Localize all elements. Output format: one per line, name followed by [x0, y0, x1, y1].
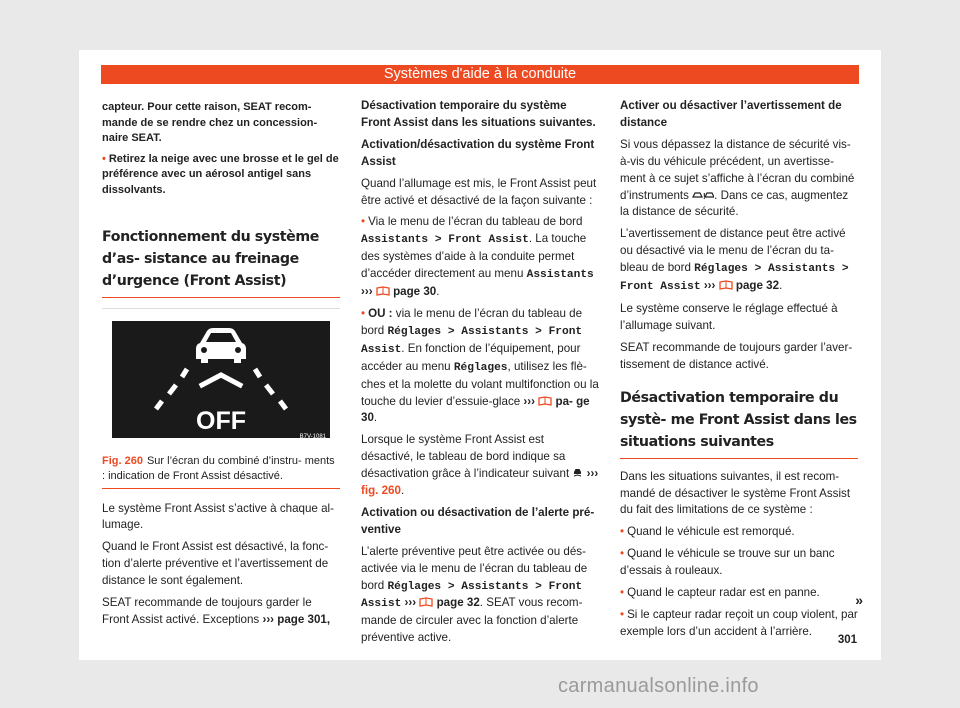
page-link-301[interactable]: ››› page 301	[262, 613, 327, 626]
bullet-dot: •	[361, 306, 366, 320]
page-link-30[interactable]: pa- ge 30	[361, 394, 590, 425]
page-link-32[interactable]: page 32	[436, 596, 480, 610]
list-item: • Si le capteur radar reçoit un coup violent, par exemple lors d’un accident à l’arrière.	[620, 607, 858, 638]
paragraph: SEAT recommande de toujours garder le Front Assist activé. Exceptions ››› page 301,	[102, 596, 331, 626]
column-right	[620, 98, 858, 646]
list-item: • Quand le véhicule est remorqué.	[620, 525, 795, 539]
column-middle	[361, 98, 599, 652]
subheading: Activation ou désactivation de l’alerte pré- ventive	[361, 505, 595, 536]
list-item: • Quand le véhicule se trouve sur un banc d’essais à rouleaux.	[620, 547, 835, 578]
paragraph: L’alerte préventive peut être activée ou dés- activée via le menu de l’écran du tableau de bord Réglages > Assistants > Front Assist ››› page 32. SEAT vous recom- mande de circuler avec la fonction d’alerte préventive active.	[361, 544, 588, 645]
book-icon	[538, 396, 552, 406]
figure-link-260[interactable]: fig. 260	[361, 484, 401, 498]
distance-warning-icon	[692, 190, 714, 200]
instrument-display	[112, 321, 330, 438]
column-left	[102, 100, 340, 634]
warning-bullet	[102, 152, 340, 199]
list-item: • OU : via le menu de l’écran du tableau de bord Réglages > Assistants > Front Assist. En fonction de l’équipement, pour accéder au menu Réglages, utilisez les flè- ches et la molette du volant multifonction ou la touche du levier d’essuie-glace ››› pa- ge 30.	[361, 306, 599, 425]
subheading: Activation/désactivation du système Front Assist	[361, 137, 595, 168]
paragraph: Lorsque le système Front Assist est désactivé, le tableau de bord indique sa désactivation grâce à l’indicateur suivant ››› fig. 260.	[361, 433, 599, 498]
menu-path: Réglages > Assistants > Front Assist	[361, 325, 583, 356]
manual-page	[79, 50, 881, 660]
warning-bullet-text: Retirez la neige avec une brosse et le gel de préférence avec un aérosol antigel sans dissolvants.	[102, 152, 339, 196]
menu-path: Réglages > Assistants > Front Assist	[361, 580, 583, 611]
paragraph: Si vous dépassez la distance de sécurité vis- à-vis du véhicule précédent, un avertisse- ment à ce sujet s’affiche à l’écran du combiné d’instruments ! . Dans ce cas, augmentez la distance de sécurité.	[620, 137, 855, 219]
menu-path: Réglages	[453, 361, 508, 374]
page-link-32[interactable]: page 32	[735, 279, 780, 293]
front-assist-off-icon	[112, 321, 330, 438]
warning-box	[102, 100, 340, 199]
paragraph: Le système Front Assist s’active à chaque al- lumage.	[102, 501, 334, 532]
menu-path: Réglages > Assistants > Front Assist	[620, 263, 849, 294]
front-assist-indicator-icon	[572, 467, 583, 478]
svg-text:!: !	[703, 191, 706, 200]
bullet-dot: •	[102, 152, 106, 165]
paragraph: L’avertissement de distance peut être activé ou désactivé via le menu de l’écran du ta- bleau de bord Réglages > Assistants > Front Assist ››› page 32.	[620, 227, 849, 294]
bullet-dot: •	[361, 215, 366, 229]
paragraph: Quand le Front Assist est désactivé, la fonc- tion d’alerte préventive et l’avertissement de distance le sont également.	[102, 540, 329, 588]
continue-mark: »	[855, 592, 863, 608]
page-header: Systèmes d'aide à la conduite	[101, 65, 859, 84]
figure-260	[102, 308, 340, 448]
book-icon	[719, 280, 733, 290]
book-icon	[419, 597, 433, 607]
svg-text:OFF: OFF	[196, 406, 246, 435]
figure-number: Fig. 260	[102, 454, 143, 467]
paragraph: SEAT recommande de toujours garder l’aver- tissement de distance activé.	[620, 340, 853, 371]
section-title-deactivation: Désactivation temporaire du systè- me Front Assist dans les situations suivantes	[620, 387, 858, 459]
section-title-front-assist: Fonctionnement du système d’as- sistance au freinage d’urgence (Front Assist)	[102, 226, 340, 298]
paragraph: Dans les situations suivantes, il est recom- mandé de désactiver le système Front Assist du fait des limitations de ce système :	[620, 469, 851, 517]
page-number: 301	[837, 634, 857, 646]
menu-path: Assistants	[526, 269, 594, 282]
list-item: • Via le menu de l’écran du tableau de bord Assistants > Front Assist. La touche des systèmes d’aide à la conduite permet d’accéder directement au menu Assistants ››› page 30.	[361, 215, 594, 299]
figure-caption	[102, 454, 340, 489]
watermark: carmanualsonline.info	[558, 675, 759, 697]
list-item: • Quand le capteur radar est en panne.	[620, 586, 820, 600]
figure-code: B7V-1081	[299, 433, 326, 440]
subheading: Activer ou désactiver l’avertissement de distance	[620, 99, 842, 129]
page-link-30[interactable]: page 30	[393, 285, 437, 299]
caption-text: Sur l’écran du combiné d’instru- ments : indication de Front Assist désactivé.	[102, 454, 335, 482]
book-icon	[376, 286, 390, 296]
subheading: Désactivation temporaire du système Front Assist dans les situations suivantes.	[361, 99, 596, 129]
menu-path: Assistants > Front Assist	[361, 234, 529, 247]
paragraph: Quand l’allumage est mis, le Front Assist peut être activé et désactivé de la façon suivante :	[361, 176, 597, 207]
paragraph: Le système conserve le réglage effectué à l’allumage suivant.	[620, 301, 838, 332]
warning-text: capteur. Pour cette raison, SEAT recom- mande de se rendre chez un concession- naire SEAT.	[102, 101, 318, 145]
